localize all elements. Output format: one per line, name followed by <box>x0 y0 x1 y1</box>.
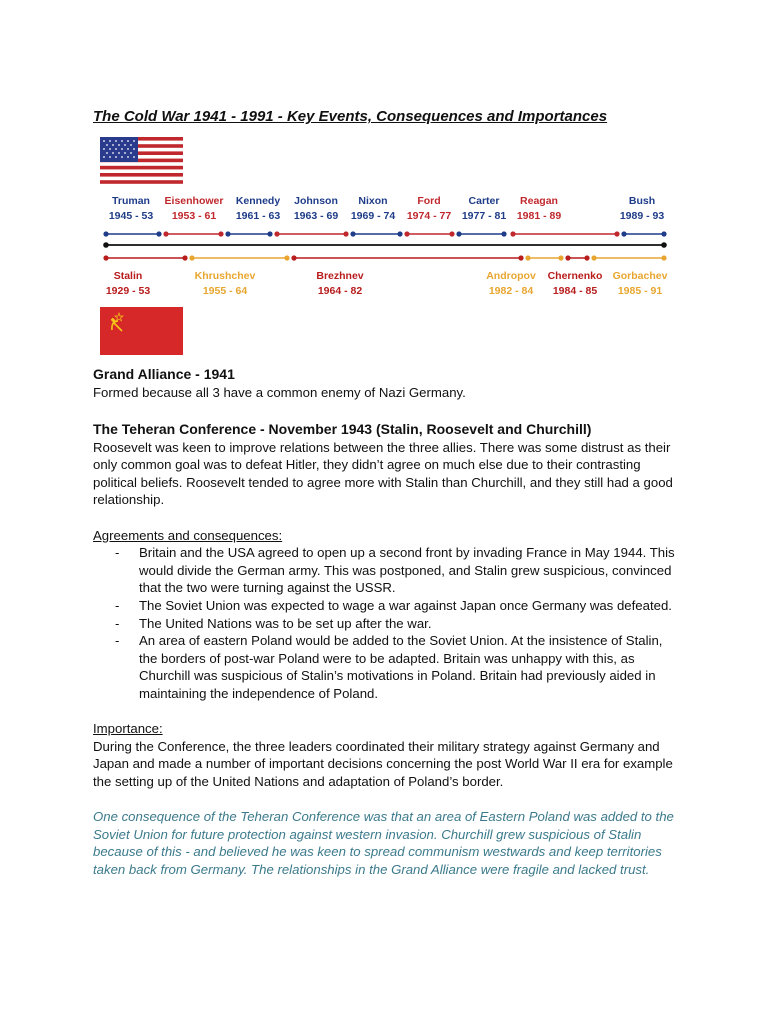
leader-truman: Truman 1945 - 53 <box>108 195 154 222</box>
leader-andropov: Andropov 1982 - 84 <box>486 270 536 297</box>
list-item: - An area of eastern Poland would be added to the Soviet Union. At the insistence of Stalin, the borders of post-war Poland were to be adapted. Britain was unhappy with this, as Churchill was suspicious of Stalin’s motivations in Poland. Britain had previously aided in maintaining the independence of Poland. <box>93 632 683 702</box>
grand-alliance-section <box>93 366 683 401</box>
leader-khrushchev: Khrushchev 1955 - 64 <box>194 270 256 297</box>
leader-johnson: Johnson 1963 - 69 <box>293 195 339 222</box>
leader-gorbachev: Gorbachev 1985 - 91 <box>612 270 668 297</box>
leader-reagan: Reagan 1981 - 89 <box>516 195 562 222</box>
ussr-flag-icon <box>100 307 183 355</box>
cold-war-timeline <box>97 134 677 358</box>
leader-nixon: Nixon 1969 - 74 <box>350 195 396 222</box>
list-item: - Britain and the USA agreed to open up a second front by invading France in May 1944. This would divide the German army. This was postponed, and Stalin grew suspicious, convinced that the two were turning against the USSR. <box>93 544 683 597</box>
usa-flag-icon <box>100 137 183 184</box>
agreements-list <box>93 544 683 702</box>
leader-eisenhower: Eisenhower 1953 - 61 <box>164 195 224 222</box>
timeline-graphic <box>97 134 677 358</box>
list-item: - The Soviet Union was expected to wage a war against Japan once Germany was defeated. <box>93 597 683 615</box>
grand-alliance-text: Formed because all 3 have a common enemy of Nazi Germany. <box>93 384 466 400</box>
leader-bush: Bush 1989 - 93 <box>619 195 665 222</box>
leader-kennedy: Kennedy 1961 - 63 <box>235 195 281 222</box>
list-item: - The United Nations was to be set up after the war. <box>93 615 683 633</box>
importance-text: During the Conference, the three leaders coordinated their military strategy against Germany and Japan and made a number of important decisions concerning the post World War II era for example the setting up of the United Nations and adaptation of Poland’s border. <box>93 738 673 789</box>
document-title: The Cold War 1941 - 1991 - Key Events, Consequences and Importances <box>93 108 608 125</box>
importance-heading: Importance: <box>93 721 163 737</box>
analysis-note: One consequence of the Teheran Conference was that an area of Eastern Poland was added to the Soviet Union for future protection against western invasion. Churchill grew suspicious of Stalin because of this - and believed he was keen to spread communism westwards and keep territories taken back from Germany. The relationships in the Grand Alliance were fragile and lacked trust. <box>93 809 674 877</box>
leader-stalin: Stalin 1929 - 53 <box>105 270 151 297</box>
leader-brezhnev: Brezhnev 1964 - 82 <box>316 270 364 297</box>
teheran-intro: Roosevelt was keen to improve relations between the three allies. There was some distrust as their only common goal was to defeat Hitler, they didn’t agree on much else due to their contrasting political beliefs. Roosevelt tended to agree more with Stalin than Churchill, and they still had a good relationship. <box>93 439 673 508</box>
grand-alliance-heading: Grand Alliance - 1941 <box>93 366 235 382</box>
leader-chernenko: Chernenko 1984 - 85 <box>547 270 603 297</box>
teheran-heading: The Teheran Conference - November 1943 (Stalin, Roosevelt and Churchill) <box>93 421 592 437</box>
leader-carter: Carter 1977 - 81 <box>461 195 507 222</box>
agreements-heading: Agreements and consequences: <box>93 527 283 543</box>
leader-ford: Ford 1974 - 77 <box>406 195 452 222</box>
teheran-section <box>93 421 683 878</box>
